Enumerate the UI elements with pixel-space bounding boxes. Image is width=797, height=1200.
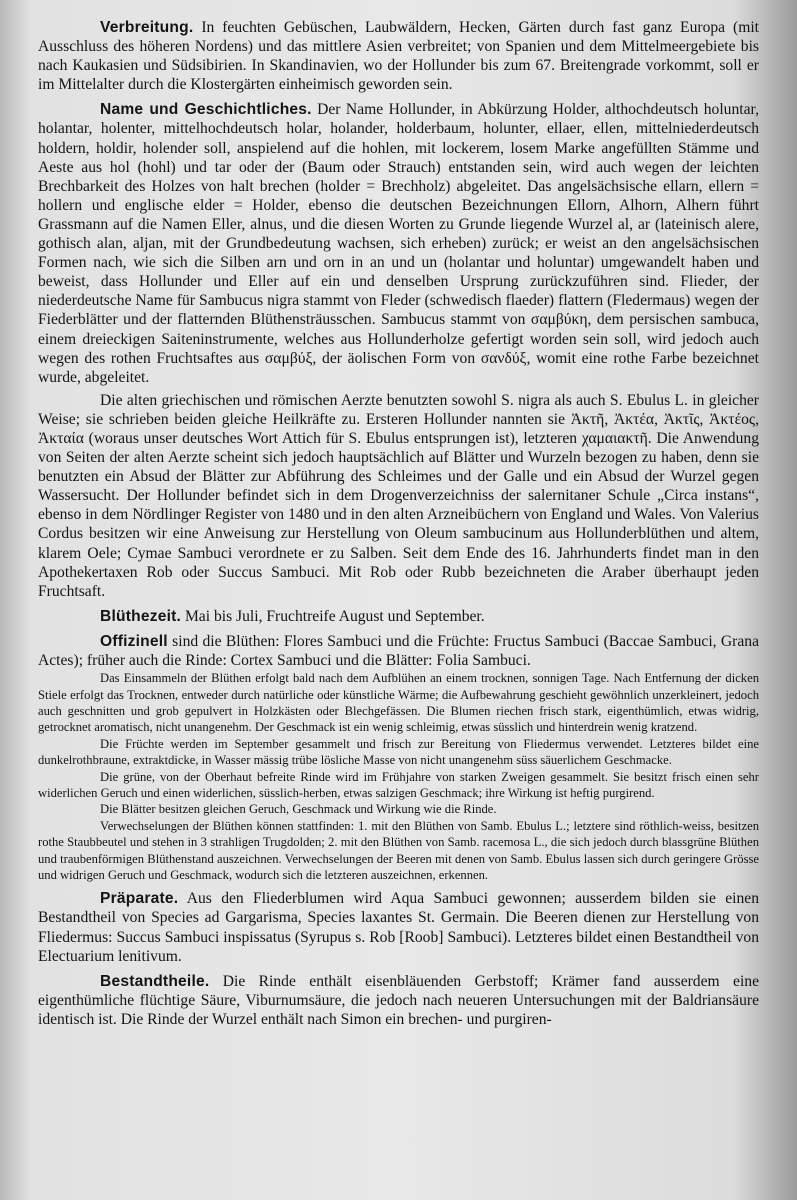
text-verbreitung: In feuchten Gebüschen, Laubwäldern, Hecken, Gärten durch fast ganz Europa (mit Ausschluss des höheren Nordens) und das mittlere Asien verbreitet; von Spanien und dem Mittelmeergebiete bis nach Kaukasien und Südsibirien. In Skandinavien, wo der Hollunder bis zum 67. Breitengrade vorkommt, soll er im Mittelalter durch die Klostergärten einheimisch geworden sein. bbox=[38, 19, 759, 94]
text-blaetter: Die Blätter besitzen gleichen Geruch, Geschmack und Wirkung wie die Rinde. bbox=[100, 802, 497, 817]
small-verwechselungen bbox=[38, 818, 759, 884]
section-verbreitung bbox=[38, 18, 759, 94]
text-verwechselungen: Verwechselungen der Blüthen können stattfinden: 1. mit den Blüthen von Samb. Ebulus L.; letztere sind röthlich-weiss, besitzen rothe Staubbeutel und stehen in 3 strahligen Trugdolden; 2. mit den Blüthen von Samb. racemosa L., die sich jedoch durch blassgrüne Blüthen und traubenförmigen Blüthenstand auszeichnen. Verwechselungen der Beeren mit denen von Samb. Ebulus lassen sich durch geringere Grösse und widrigen Geruch und Geschmack, wodurch sich die letzteren auszeichnen, erkennen. bbox=[38, 818, 759, 882]
small-einsammeln bbox=[38, 670, 759, 736]
heading-name-geschichte: Name und Geschichtliches. bbox=[100, 101, 312, 119]
text-einsammeln: Das Einsammeln der Blüthen erfolgt bald nach dem Aufblühen an einem trocknen, sonnigen Tage. Nach Entfernung der dicken Stiele erfolgt das Trocknen, entweder durch natürliche oder künstliche Wärme; die Aufbewahrung geschieht gewöhnlich unzerkleinert, jedoch auch geschnitten und grob gepulvert in Holzkästen oder Blechgefässen. Die Blumen riechen frisch stark, eigenthümlich, etwas widrig, getrocknet aromatisch, nicht unangenehm. Der Geschmack ist ein wenig schleimig, etwas süsslich und hinterdrein wenig kratzend. bbox=[38, 671, 759, 735]
text-bestandtheile: Die Rinde enthält eisenbläuenden Gerbstoff; Krämer fand ausserdem eine eigenthümliche flüchtige Säure, Viburnumsäure, die jedoch nach neueren Untersuchungen mit der Baldriansäure identisch ist. Die Rinde der Wurzel enthält nach Simon ein brechen- und purgiren- bbox=[38, 972, 759, 1028]
text-aerzte: Die alten griechischen und römischen Aerzte benutzten sowohl S. nigra als auch S. Ebulus L. in gleicher Weise; sie schrieben beiden gleiche Heilkräfte zu. Ersteren Hollunder nannten sie Ἀκτῆ, Ἀκτέα, Ἀκτῖς, Ἀκτέος, Ἀκταία (woraus unser deutsches Wort Attich für S. Ebulus entsprungen ist), letzteren χαμαιακτῆ. Die Anwendung von Seiten der alten Aerzte scheint sich jedoch hauptsächlich auf Blätter und Wurzeln bezogen zu haben, denn sie benutzten ein Absud der Blätter zur Abführung des Schleimes und der Galle und ein Absud der Wurzel gegen Wassersucht. Der Hollunder befindet sich in dem Drogenverzeichniss der salernitaner Schule „Circa instans“, ebenso in dem Nördlinger Register von 1480 und in den alten Arzneibüchern von England und Wales. Von Valerius Cordus besitzen wir eine Anweisung zur Herstellung von Oleum sambucinum aus Hollunderblüthen und altem, klarem Oele; Cymae Sambuci verordnete er zu Salben. Seit dem Ende des 16. Jahrhunderts findet man in den Apothekertaxen Rob oder Succus Sambuci. Mit Rob oder Rubb bezeichneten die Araber überhaupt jeden Fruchtsaft. bbox=[38, 391, 759, 600]
text-name-geschichte: Der Name Hollunder, in Abkürzung Holder, althochdeutsch holuntar, holantar, holenter, mittelhochdeutsch holar, holander, holderbaum, holunter, ellaer, ellen, mittelniederdeutsch holdern, holdir, holender soll, anspielend auf die hohlen, mit lockerem, losem Marke angefüllten Stämme und Aeste aus hol (hohl) und tar oder der (Baum oder Strauch) entstanden sein, wird auch wegen der leichten Brechbarkeit des Holzes von halt brechen (holder = Brechholz) abgeleitet. Das angelsächsische ellarn, ellern = hollern und englische elder = Holder, ebenso die deutschen Bezeichnungen Ellorn, Alhorn, Alhern führt Grassmann auf die Namen Eller, alnus, und die diesen Worten zu Grunde liegende Wurzel al, ar (lateinisch alere, gothisch alan, aljan, mit der Grundbedeutung wachsen, sich erheben) zurück; er weist an den angelsächsischen Formen nach, wie sich die Silben arn und orn in an und un (holantar und holuntar) umgewandelt haben und beweist, dass Hollunder und Eller auf ein und denselben Ursprung zurückzuführen sind. Flieder, der niederdeutsche Name für Sambucus nigra stammt von Fleder (schwedisch flaeder) flattern (Fledermaus) wegen der Fiederblätter und der flatternden Blüthensträusschen. Sambucus stammt von σαμβύκη, dem persischen sambuca, einem dreieckigen Saiteninstrumente, welches aus Hollunderholze gefertigt worden sein soll, wird jedoch auch wegen des rothen Fruchtsaftes aus σαμβύξ, der äolischen Form von σανδύξ, womit eine rothe Farbe bezeichnet wurde, abgeleitet. bbox=[38, 101, 759, 386]
small-rinde bbox=[38, 769, 759, 802]
heading-praeparate: Präparate. bbox=[100, 890, 179, 908]
section-offizinell bbox=[38, 632, 759, 670]
text-fruechte: Die Früchte werden im September gesammelt und frisch zur Bereitung von Fliedermus verwendet. Letzteres bildet eine dunkelrothbraune, extraktdicke, in Wasser mässig trübe lösliche Masse von nicht unangenehm süss säuerlichem Geschmacke. bbox=[38, 736, 759, 768]
text-bluethezeit: Mai bis Juli, Fruchtreife August und September. bbox=[181, 607, 485, 625]
section-bluethezeit bbox=[38, 607, 759, 626]
section-bestandtheile bbox=[38, 972, 759, 1029]
text-rinde: Die grüne, von der Oberhaut befreite Rinde wird im Frühjahre von starken Zweigen gesammelt. Sie besitzt frisch einen sehr widerlichen Geruch und einen widerlichen, süsslich-herben, etwas salzigen Geschmack; ihre Wirkung ist heftig purgirend. bbox=[38, 769, 759, 800]
heading-offizinell: Offizinell bbox=[100, 632, 168, 650]
paragraph-aerzte bbox=[38, 391, 759, 601]
small-blaetter bbox=[38, 801, 759, 817]
section-name-geschichte bbox=[38, 100, 759, 386]
heading-bestandtheile: Bestandtheile. bbox=[100, 972, 210, 990]
heading-verbreitung: Verbreitung. bbox=[100, 19, 194, 36]
text-offizinell: sind die Blüthen: Flores Sambuci und die Früchte: Fructus Sambuci (Baccae Sambuci, Grana Actes); früher auch die Rinde: Cortex Sambuci und die Blätter: Folia Sambuci. bbox=[38, 632, 759, 669]
small-fruechte bbox=[38, 736, 759, 769]
section-praeparate bbox=[38, 889, 759, 965]
heading-bluethezeit: Blüthezeit. bbox=[100, 607, 182, 625]
text-praeparate: Aus den Fliederblumen wird Aqua Sambuci gewonnen; ausserdem bilden sie einen Bestandtheil von Species ad Gargarisma, Species laxantes St. Germain. Die Beeren dienen zur Herstellung von Fliedermus: Succus Sambuci inspissatus (Syrupus s. Rob [Roob] Sambuci). Letzteres bildet einen Bestandtheil von Electuarium lenitivum. bbox=[38, 890, 759, 965]
